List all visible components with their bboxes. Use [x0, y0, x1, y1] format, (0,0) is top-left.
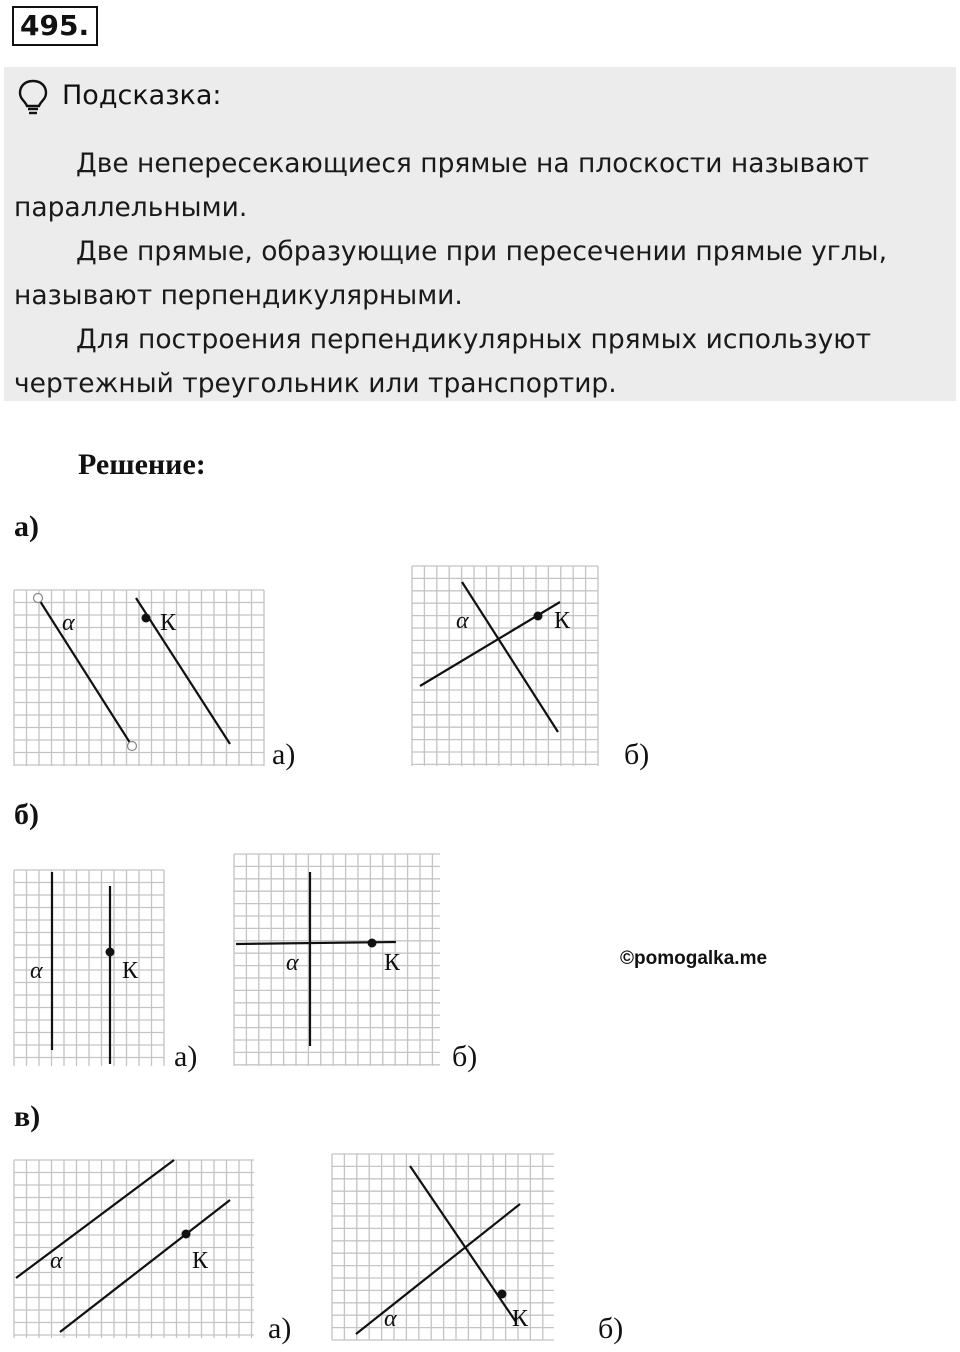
- hint-paragraph: Две непересекающиеся прямые на плоскости называют параллельными.: [14, 148, 870, 223]
- line-alpha: [410, 1166, 516, 1322]
- section-label-c: в): [14, 1100, 41, 1133]
- line-endpoint: [34, 594, 43, 603]
- section-label-a: а): [14, 510, 39, 543]
- figure-label: а): [174, 1040, 198, 1073]
- figure-a-a: [14, 590, 264, 766]
- figure-c-b: [332, 1154, 554, 1340]
- grid: [234, 854, 440, 1066]
- hint-title: Подсказка:: [62, 80, 222, 111]
- point-k: [142, 614, 151, 623]
- point-k: [498, 1290, 507, 1299]
- hint-text: [14, 142, 934, 406]
- figure-label: б): [598, 1312, 624, 1345]
- figure-label: б): [452, 1040, 478, 1073]
- point-k: [368, 939, 377, 948]
- line-alpha: [462, 582, 558, 732]
- point-k: [534, 612, 543, 621]
- alpha-label: α: [456, 608, 469, 634]
- hint-paragraph: Для построения перпендикулярных прямых используют чертежный треугольник или транспортир.: [14, 324, 872, 399]
- figure-b-b: [234, 854, 440, 1066]
- alpha-label: α: [50, 1248, 63, 1274]
- figure-label: а): [272, 738, 296, 771]
- alpha-label: α: [286, 950, 299, 976]
- point-k: [182, 1230, 191, 1239]
- point-k: [106, 948, 115, 957]
- k-label: К: [512, 1306, 529, 1332]
- perpendicular-line: [356, 1204, 520, 1334]
- k-label: К: [554, 608, 571, 634]
- alpha-label: α: [384, 1306, 397, 1332]
- figure-label: а): [268, 1312, 292, 1345]
- figure-a-b: [412, 566, 598, 766]
- grid: [412, 566, 598, 766]
- k-label: К: [192, 1248, 209, 1274]
- figure-label: б): [624, 738, 650, 771]
- figure-b-a: [14, 870, 164, 1066]
- alpha-label: α: [30, 958, 43, 984]
- figure-c-a: [14, 1160, 254, 1338]
- watermark: ©pomogalka.me: [620, 948, 768, 969]
- hint-paragraph: Две прямые, образующие при пересечении прямые углы, называют перпендикулярными.: [14, 236, 888, 311]
- alpha-label: α: [62, 610, 75, 636]
- task-number: 495.: [12, 6, 98, 46]
- section-label-b: б): [14, 798, 39, 831]
- k-label: К: [160, 610, 177, 636]
- line-endpoint: [128, 742, 137, 751]
- k-label: К: [384, 950, 401, 976]
- k-label: К: [122, 958, 139, 984]
- parallel-line: [136, 598, 230, 744]
- solution-title: Решение:: [78, 448, 206, 481]
- lightbulb-icon: [16, 78, 50, 116]
